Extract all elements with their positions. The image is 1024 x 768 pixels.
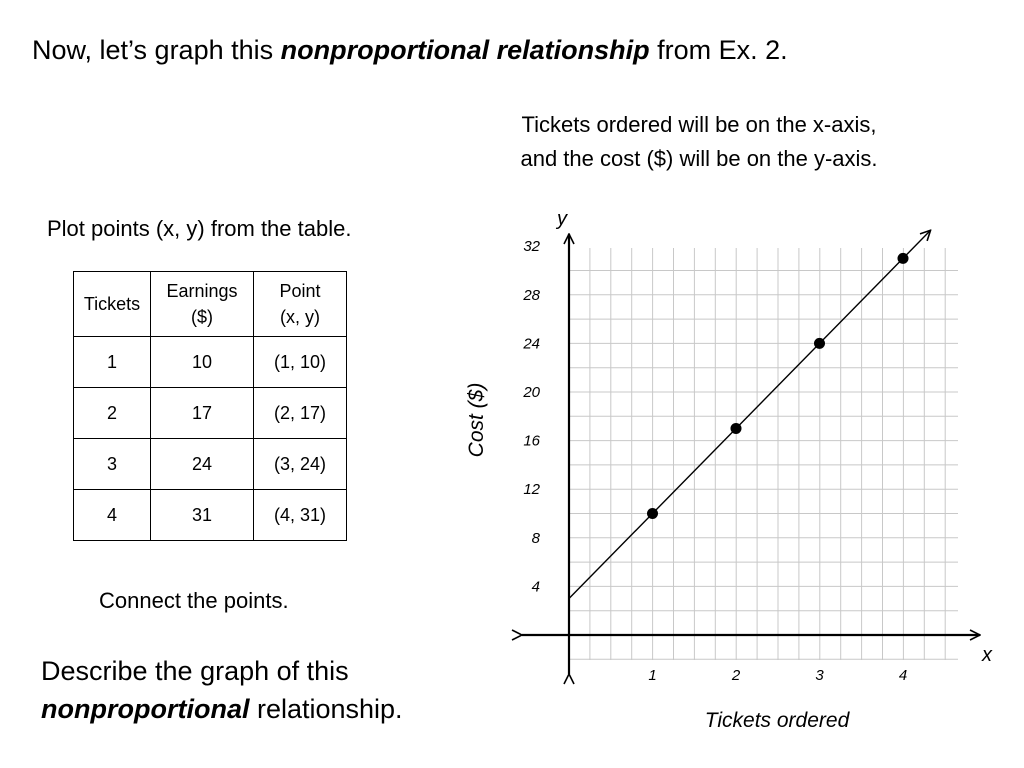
- graph-line-layer: [569, 230, 931, 598]
- header-point-line-2: (x, y): [280, 307, 320, 327]
- connect-instruction: Connect the points.: [99, 588, 289, 613]
- table-cell-earnings: 24: [151, 439, 254, 490]
- x-tick-label: 1: [648, 667, 657, 684]
- table-cell-tickets: 1: [74, 337, 151, 388]
- table-cell-tickets: 2: [74, 388, 151, 439]
- title-emphasis: nonproportional relationship: [280, 35, 650, 65]
- x-tick-label: 3: [815, 667, 824, 684]
- describe-text-end: relationship.: [249, 694, 403, 724]
- header-tickets-label: Tickets: [83, 294, 141, 314]
- x-tick-label: 2: [731, 667, 741, 684]
- table-cell-earnings: 10: [151, 337, 254, 388]
- axis-note-line-1: Tickets ordered will be on the x-axis,: [521, 112, 877, 137]
- describe-line-1: Describe the graph of this: [41, 656, 349, 686]
- axis-note-line-2: and the cost ($) will be on the y-axis.: [520, 146, 878, 171]
- y-tick-label: 32: [523, 238, 540, 256]
- data-point: [814, 338, 825, 349]
- data-point: [647, 508, 658, 519]
- y-tick-label: 24: [523, 335, 540, 353]
- title-text-end: from Ex. 2.: [649, 35, 788, 65]
- data-point: [731, 423, 742, 434]
- graph-tick-labels: [522, 238, 907, 684]
- header-earnings-line-1: Earnings: [166, 281, 238, 301]
- x-axis-title: Tickets ordered: [704, 709, 850, 732]
- y-axis-title: Cost ($): [465, 382, 488, 458]
- table-cell-point: (3, 24): [254, 439, 347, 490]
- x-axis-letter: x: [982, 644, 992, 666]
- header-point-line-1: Point: [279, 281, 321, 301]
- table-cell-tickets: 3: [74, 439, 151, 490]
- table-cell-tickets: 4: [74, 490, 151, 541]
- y-tick-label: 28: [523, 286, 540, 304]
- table-cell-point: (4, 31): [254, 490, 347, 541]
- graph-axes: [522, 234, 980, 674]
- x-tick-label: 4: [898, 667, 908, 684]
- trend-line: [569, 230, 931, 598]
- describe-emphasis: nonproportional: [41, 694, 250, 724]
- y-tick-label: 20: [523, 384, 540, 401]
- title-text-start: Now, let’s graph this: [32, 35, 281, 65]
- y-tick-label: 12: [523, 481, 540, 499]
- graph-grid: [569, 248, 958, 660]
- header-earnings-line-2: ($): [191, 307, 213, 327]
- y-tick-label: 16: [523, 432, 540, 450]
- table-cell-point: (2, 17): [254, 388, 347, 439]
- y-axis-letter: y: [557, 208, 567, 230]
- table-cell-earnings: 17: [151, 388, 254, 439]
- y-tick-label: 8: [531, 529, 540, 547]
- table-cell-point: (1, 10): [254, 337, 347, 388]
- plot-instruction: Plot points (x, y) from the table.: [47, 216, 352, 241]
- data-point: [898, 253, 909, 264]
- table-cell-earnings: 31: [151, 490, 254, 541]
- y-tick-label: 4: [531, 578, 540, 596]
